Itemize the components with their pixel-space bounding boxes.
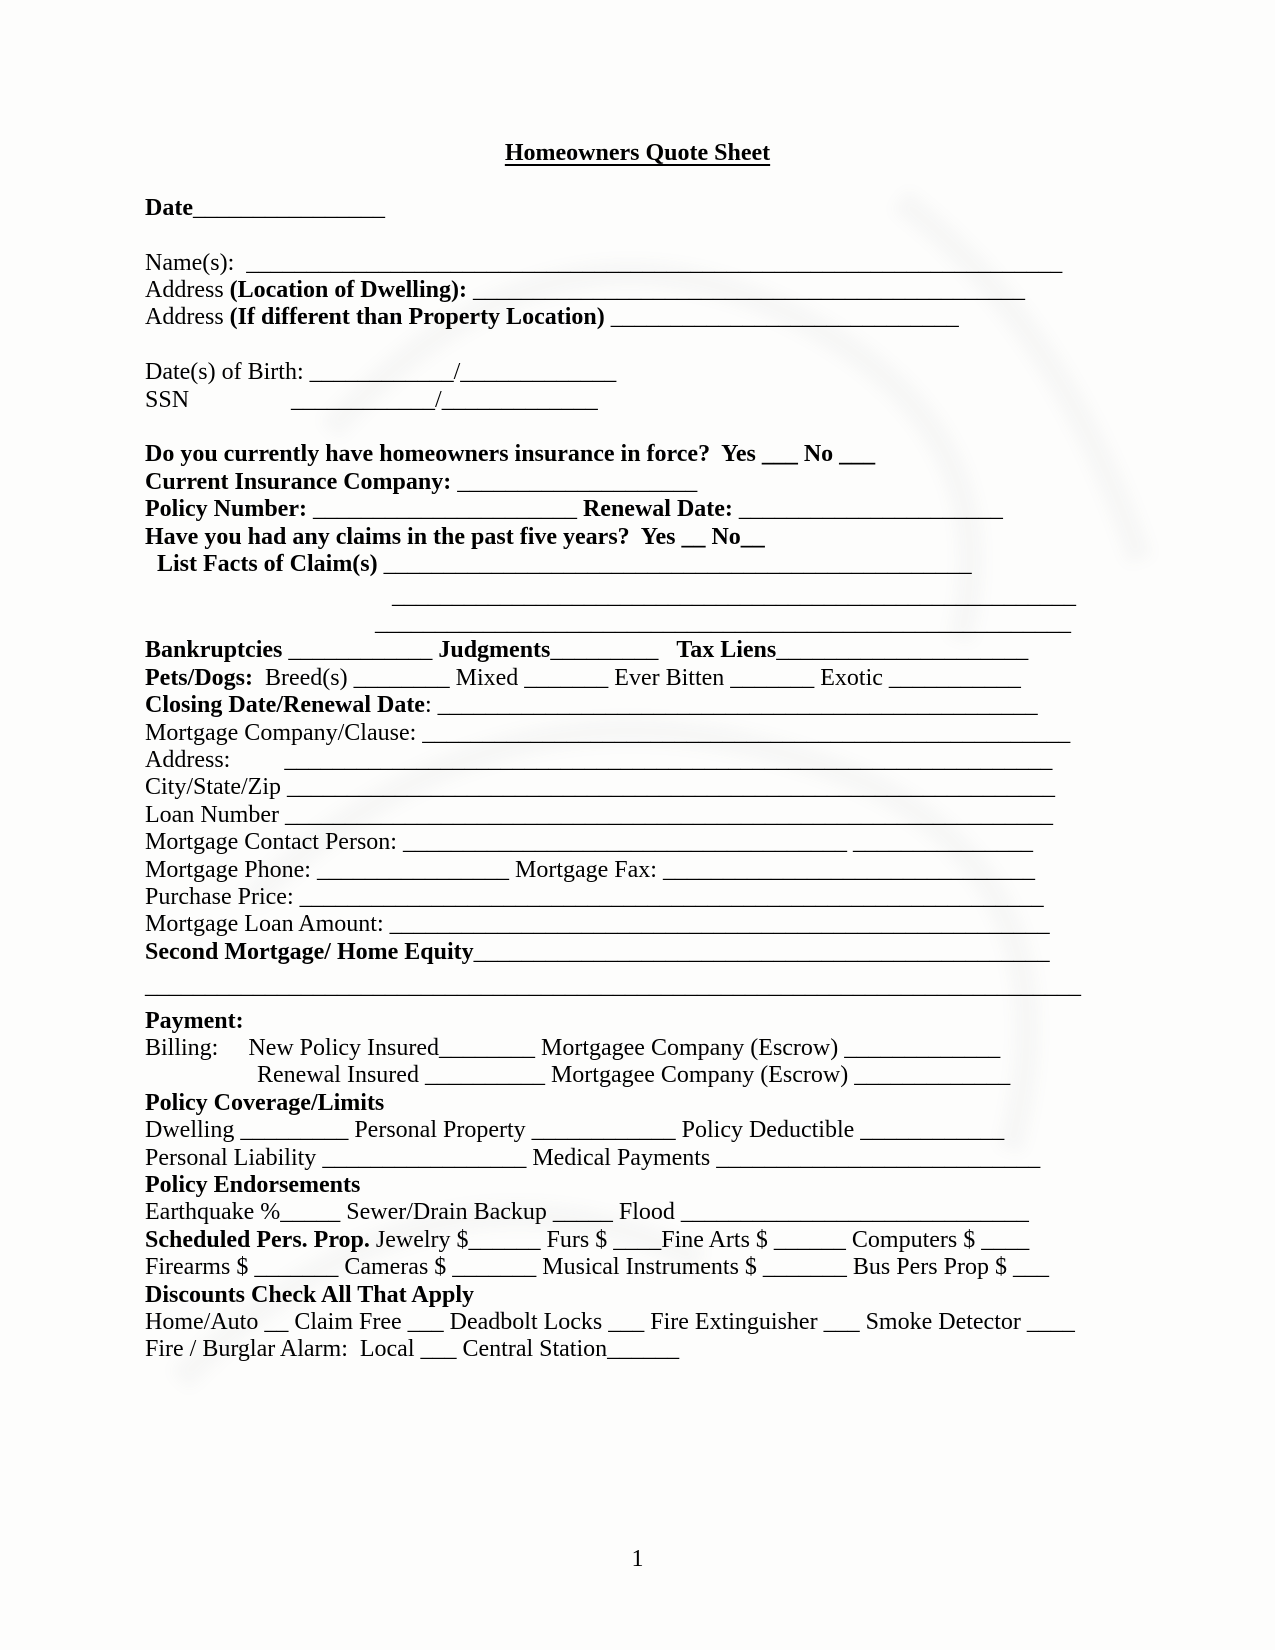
spacer bbox=[145, 332, 1130, 359]
field-text: Renewal Insured bbox=[257, 1062, 425, 1089]
field-label: Closing Date/Renewal Date bbox=[145, 692, 425, 719]
blank-underline: ____ bbox=[613, 1226, 662, 1253]
mortgage-company-line bbox=[145, 720, 1130, 747]
blank-underline: ________________________________________________________________ bbox=[284, 801, 1053, 828]
blank-underline: ___ bbox=[608, 1309, 645, 1336]
billing-new-policy-line bbox=[145, 1035, 1130, 1062]
claims-question-line bbox=[145, 524, 1130, 551]
field-text: Computers $ bbox=[845, 1226, 982, 1253]
blank-underline: ______ bbox=[468, 1226, 541, 1253]
field-label: Policy Coverage/Limits bbox=[145, 1089, 385, 1116]
field-text: SSN bbox=[145, 386, 190, 413]
blank-underline: ________________________________________________________________ bbox=[284, 746, 1053, 773]
blank-underline: ____________ bbox=[309, 359, 454, 386]
blank-underline: ____ bbox=[981, 1226, 1030, 1253]
blank-underline: _____ bbox=[280, 1199, 341, 1226]
field-label: Second Mortgage/ Home Equity bbox=[145, 938, 474, 965]
field-text: Mortgagee Company (Escrow) bbox=[544, 1062, 855, 1089]
blank-underline: _______ bbox=[254, 1254, 339, 1281]
field-text: Fire / Burglar Alarm: Local bbox=[145, 1336, 421, 1363]
field-text: : bbox=[424, 692, 438, 719]
field-label: Renewal Date: bbox=[582, 496, 739, 523]
blank-underline: ____________ bbox=[860, 1117, 1005, 1144]
insurance-in-force-line bbox=[145, 441, 1130, 468]
liability-line bbox=[145, 1145, 1130, 1172]
title-line bbox=[145, 140, 1130, 167]
address-dwelling-line bbox=[145, 277, 1130, 304]
field-text: Home/Auto bbox=[145, 1309, 265, 1336]
field-text: Policy Deductible bbox=[675, 1117, 861, 1144]
field-text: Sewer/Drain Backup bbox=[340, 1199, 553, 1226]
blank-underline: _____________________________ bbox=[680, 1199, 1029, 1226]
blank-underline: ______________________ bbox=[738, 496, 1003, 523]
billing-renewal-line bbox=[145, 1062, 1130, 1089]
spacer bbox=[145, 222, 1130, 249]
blank-underline: _________ bbox=[550, 637, 659, 664]
field-label: Current Insurance Company: bbox=[145, 468, 458, 495]
field-text: Fine Arts $ bbox=[661, 1226, 774, 1253]
field-text: Name(s): bbox=[145, 249, 247, 276]
field-text: Cameras $ bbox=[338, 1254, 453, 1281]
field-text: Furs $ bbox=[540, 1226, 614, 1253]
blank-underline: ______________________________________________________________________________ bbox=[145, 973, 1081, 1000]
field-label: Tax Liens bbox=[676, 637, 777, 664]
ssn-line bbox=[145, 387, 1130, 414]
claim-facts-cont-line bbox=[145, 610, 1130, 637]
field-text: Billing: bbox=[145, 1035, 219, 1061]
mortgage-contact-line bbox=[145, 829, 1130, 856]
claim-facts-line bbox=[145, 551, 1130, 578]
field-text: Flood bbox=[612, 1199, 681, 1226]
field-text: Purchase Price: bbox=[145, 883, 300, 910]
blank-underline: _________________________________________________________ bbox=[392, 582, 1076, 609]
field-text: Mortgage Loan Amount: bbox=[145, 911, 390, 938]
claim-facts-cont-line bbox=[145, 583, 1130, 610]
blank-underline: _____________ bbox=[460, 359, 617, 386]
blank-underline: __ bbox=[264, 1309, 289, 1336]
second-mortgage-line bbox=[145, 939, 1130, 966]
city-state-zip-line bbox=[145, 774, 1130, 801]
field-text: Address bbox=[145, 304, 230, 331]
blank-underline: ______ bbox=[773, 1226, 846, 1253]
field-text: Deadbolt Locks bbox=[443, 1309, 609, 1336]
blank-underline: _____________________ bbox=[776, 637, 1029, 664]
blank-underline: ____________ bbox=[531, 1117, 676, 1144]
policy-number-line bbox=[145, 496, 1130, 523]
blank-underline: ____________ bbox=[288, 637, 433, 664]
field-text: Dwelling bbox=[145, 1117, 241, 1144]
field-text: Personal Property bbox=[348, 1117, 532, 1144]
spacer bbox=[145, 167, 1130, 194]
field-text: Date(s) of Birth: bbox=[145, 359, 310, 386]
blank-rule-line bbox=[145, 973, 1130, 1000]
blank-underline: _______________ bbox=[852, 829, 1033, 856]
blank-underline: _______ bbox=[762, 1254, 847, 1281]
blank-underline: __________ bbox=[424, 1062, 545, 1089]
field-label: Homeowners Quote Sheet bbox=[504, 140, 771, 166]
blank-underline: _______ bbox=[730, 664, 815, 691]
date-line bbox=[145, 195, 1130, 222]
purchase-price-line bbox=[145, 884, 1130, 911]
spacer bbox=[145, 414, 1130, 441]
blank-underline: ___ bbox=[1012, 1254, 1049, 1281]
field-text: Firearms $ bbox=[145, 1254, 255, 1281]
dwelling-line bbox=[145, 1117, 1130, 1144]
field-text: Personal Liability bbox=[145, 1144, 323, 1171]
blank-underline: ____________ bbox=[291, 386, 436, 413]
blank-underline: ________ bbox=[353, 664, 450, 691]
field-text: Musical Instruments $ bbox=[536, 1254, 763, 1281]
blank-underline: ___ bbox=[823, 1309, 860, 1336]
blank-underline: ________________________________________________________________ bbox=[287, 774, 1055, 801]
blank-underline: ________________ bbox=[316, 856, 509, 883]
field-text: Medical Payments bbox=[526, 1144, 717, 1171]
field-label: List Facts of Claim(s) bbox=[145, 551, 384, 578]
closing-date-line bbox=[145, 692, 1130, 719]
blank-underline: ___ bbox=[407, 1309, 444, 1336]
mortgage-loan-amount-line bbox=[145, 911, 1130, 938]
field-text: Exotic bbox=[814, 664, 889, 691]
blank-underline: _______________________________ bbox=[662, 856, 1035, 883]
blank-underline: _____ bbox=[552, 1199, 613, 1226]
field-label: Discounts Check All That Apply bbox=[145, 1281, 474, 1308]
field-label: Pets/Dogs: bbox=[145, 664, 253, 691]
field-text: / bbox=[453, 359, 461, 386]
blank-underline: _____________ bbox=[854, 1062, 1011, 1089]
pets-line bbox=[145, 665, 1130, 692]
bankruptcies-line bbox=[145, 637, 1130, 664]
coverage-heading bbox=[145, 1090, 1130, 1117]
field-label: (Location of Dwelling): bbox=[229, 277, 473, 304]
endorsements-heading bbox=[145, 1172, 1130, 1199]
form-body bbox=[145, 140, 1130, 1364]
blank-underline: _________ bbox=[240, 1117, 349, 1144]
blank-underline: _______ bbox=[524, 664, 609, 691]
blank-underline: _________________________________________________ bbox=[383, 551, 972, 578]
field-text bbox=[218, 1035, 248, 1061]
field-text: Mortgage Phone: bbox=[145, 856, 317, 883]
blank-underline: _____________ bbox=[844, 1035, 1001, 1061]
field-text: New Policy Insured bbox=[248, 1035, 439, 1061]
discounts-heading bbox=[145, 1282, 1130, 1309]
field-text: Fire Extinguisher bbox=[644, 1309, 824, 1336]
field-text: Central Station bbox=[456, 1336, 608, 1363]
field-text: Mortgagee Company (Escrow) bbox=[535, 1035, 845, 1061]
blank-underline: ___________________________ bbox=[716, 1144, 1041, 1171]
blank-underline: ______________________ bbox=[312, 496, 577, 523]
field-text: Mortgage Contact Person: bbox=[145, 829, 403, 856]
field-text: Address bbox=[145, 277, 230, 304]
field-text: City/State/Zip bbox=[145, 774, 287, 801]
field-label: Scheduled Pers. Prop. bbox=[145, 1226, 376, 1253]
blank-underline: _____________ bbox=[441, 386, 598, 413]
field-text: Mortgage Company/Clause: bbox=[145, 719, 423, 746]
field-text bbox=[658, 637, 676, 663]
name-line bbox=[145, 250, 1130, 277]
blank-underline: ___ bbox=[420, 1336, 457, 1363]
field-text: Ever Bitten bbox=[608, 664, 731, 691]
field-text bbox=[230, 747, 284, 773]
field-label: Bankruptcies bbox=[145, 637, 289, 664]
field-label: Payment: bbox=[145, 1007, 244, 1034]
field-label: Do you currently have homeowners insurance in force? Yes ___ No ___ bbox=[145, 441, 876, 468]
address-mailing-line bbox=[145, 304, 1130, 331]
field-label: Judgments bbox=[438, 637, 551, 664]
blank-underline: ______________________________________________________ bbox=[422, 719, 1071, 746]
blank-underline: __________________________________________________________ bbox=[375, 609, 1071, 636]
blank-underline: ______________________________________________ bbox=[472, 277, 1025, 304]
field-text: Bus Pers Prop $ bbox=[846, 1254, 1013, 1281]
mortgage-address-line bbox=[145, 747, 1130, 774]
blank-underline: _____________________________________ bbox=[402, 829, 847, 856]
field-label: Have you had any claims in the past five years? Yes __ No__ bbox=[145, 523, 765, 550]
loan-number-line bbox=[145, 802, 1130, 829]
blank-underline: ______________________________________________________________ bbox=[299, 883, 1044, 910]
birth-date-line bbox=[145, 359, 1130, 386]
field-text: Loan Number bbox=[145, 801, 285, 828]
blank-underline: _________________ bbox=[322, 1144, 527, 1171]
blank-underline: ____________________________________________________________________ bbox=[246, 249, 1063, 276]
blank-underline: _______________________________________________________ bbox=[389, 911, 1050, 938]
field-text: Smoke Detector bbox=[859, 1309, 1027, 1336]
earthquake-line bbox=[145, 1199, 1130, 1226]
blank-underline: ________________ bbox=[192, 194, 385, 221]
blank-underline: ______ bbox=[607, 1336, 680, 1363]
field-text bbox=[189, 387, 291, 413]
blank-underline: _______ bbox=[452, 1254, 537, 1281]
field-text: / bbox=[435, 386, 442, 413]
blank-underline: ________ bbox=[439, 1035, 535, 1061]
field-label: Policy Endorsements bbox=[145, 1172, 361, 1199]
fire-alarm-line bbox=[145, 1336, 1130, 1363]
page-number: 1 bbox=[631, 1546, 644, 1572]
blank-underline: ____________________ bbox=[457, 468, 698, 495]
field-text: Mixed bbox=[449, 664, 525, 691]
firearms-line bbox=[145, 1254, 1130, 1281]
field-text: Mortgage Fax: bbox=[508, 856, 663, 883]
scheduled-property-line bbox=[145, 1227, 1130, 1254]
field-label: Date bbox=[145, 194, 193, 221]
blank-underline: ________________________________________________ bbox=[473, 938, 1050, 965]
blank-underline: ___________ bbox=[888, 664, 1021, 691]
blank-underline: _____________________________ bbox=[610, 304, 959, 331]
payment-heading bbox=[145, 1008, 1130, 1035]
mortgage-phone-line bbox=[145, 857, 1130, 884]
field-text: Earthquake % bbox=[145, 1199, 281, 1226]
field-text: Jewelry $ bbox=[375, 1226, 469, 1253]
field-text: Address: bbox=[145, 746, 231, 773]
field-label: (If different than Property Location) bbox=[229, 304, 611, 331]
blank-underline: ____ bbox=[1026, 1309, 1075, 1336]
field-label: Policy Number: bbox=[145, 496, 313, 523]
discounts-line bbox=[145, 1309, 1130, 1336]
field-text: Claim Free bbox=[288, 1309, 408, 1336]
blank-underline: __________________________________________________ bbox=[437, 692, 1038, 719]
current-company-line bbox=[145, 469, 1130, 496]
field-text: Breed(s) bbox=[252, 664, 354, 691]
